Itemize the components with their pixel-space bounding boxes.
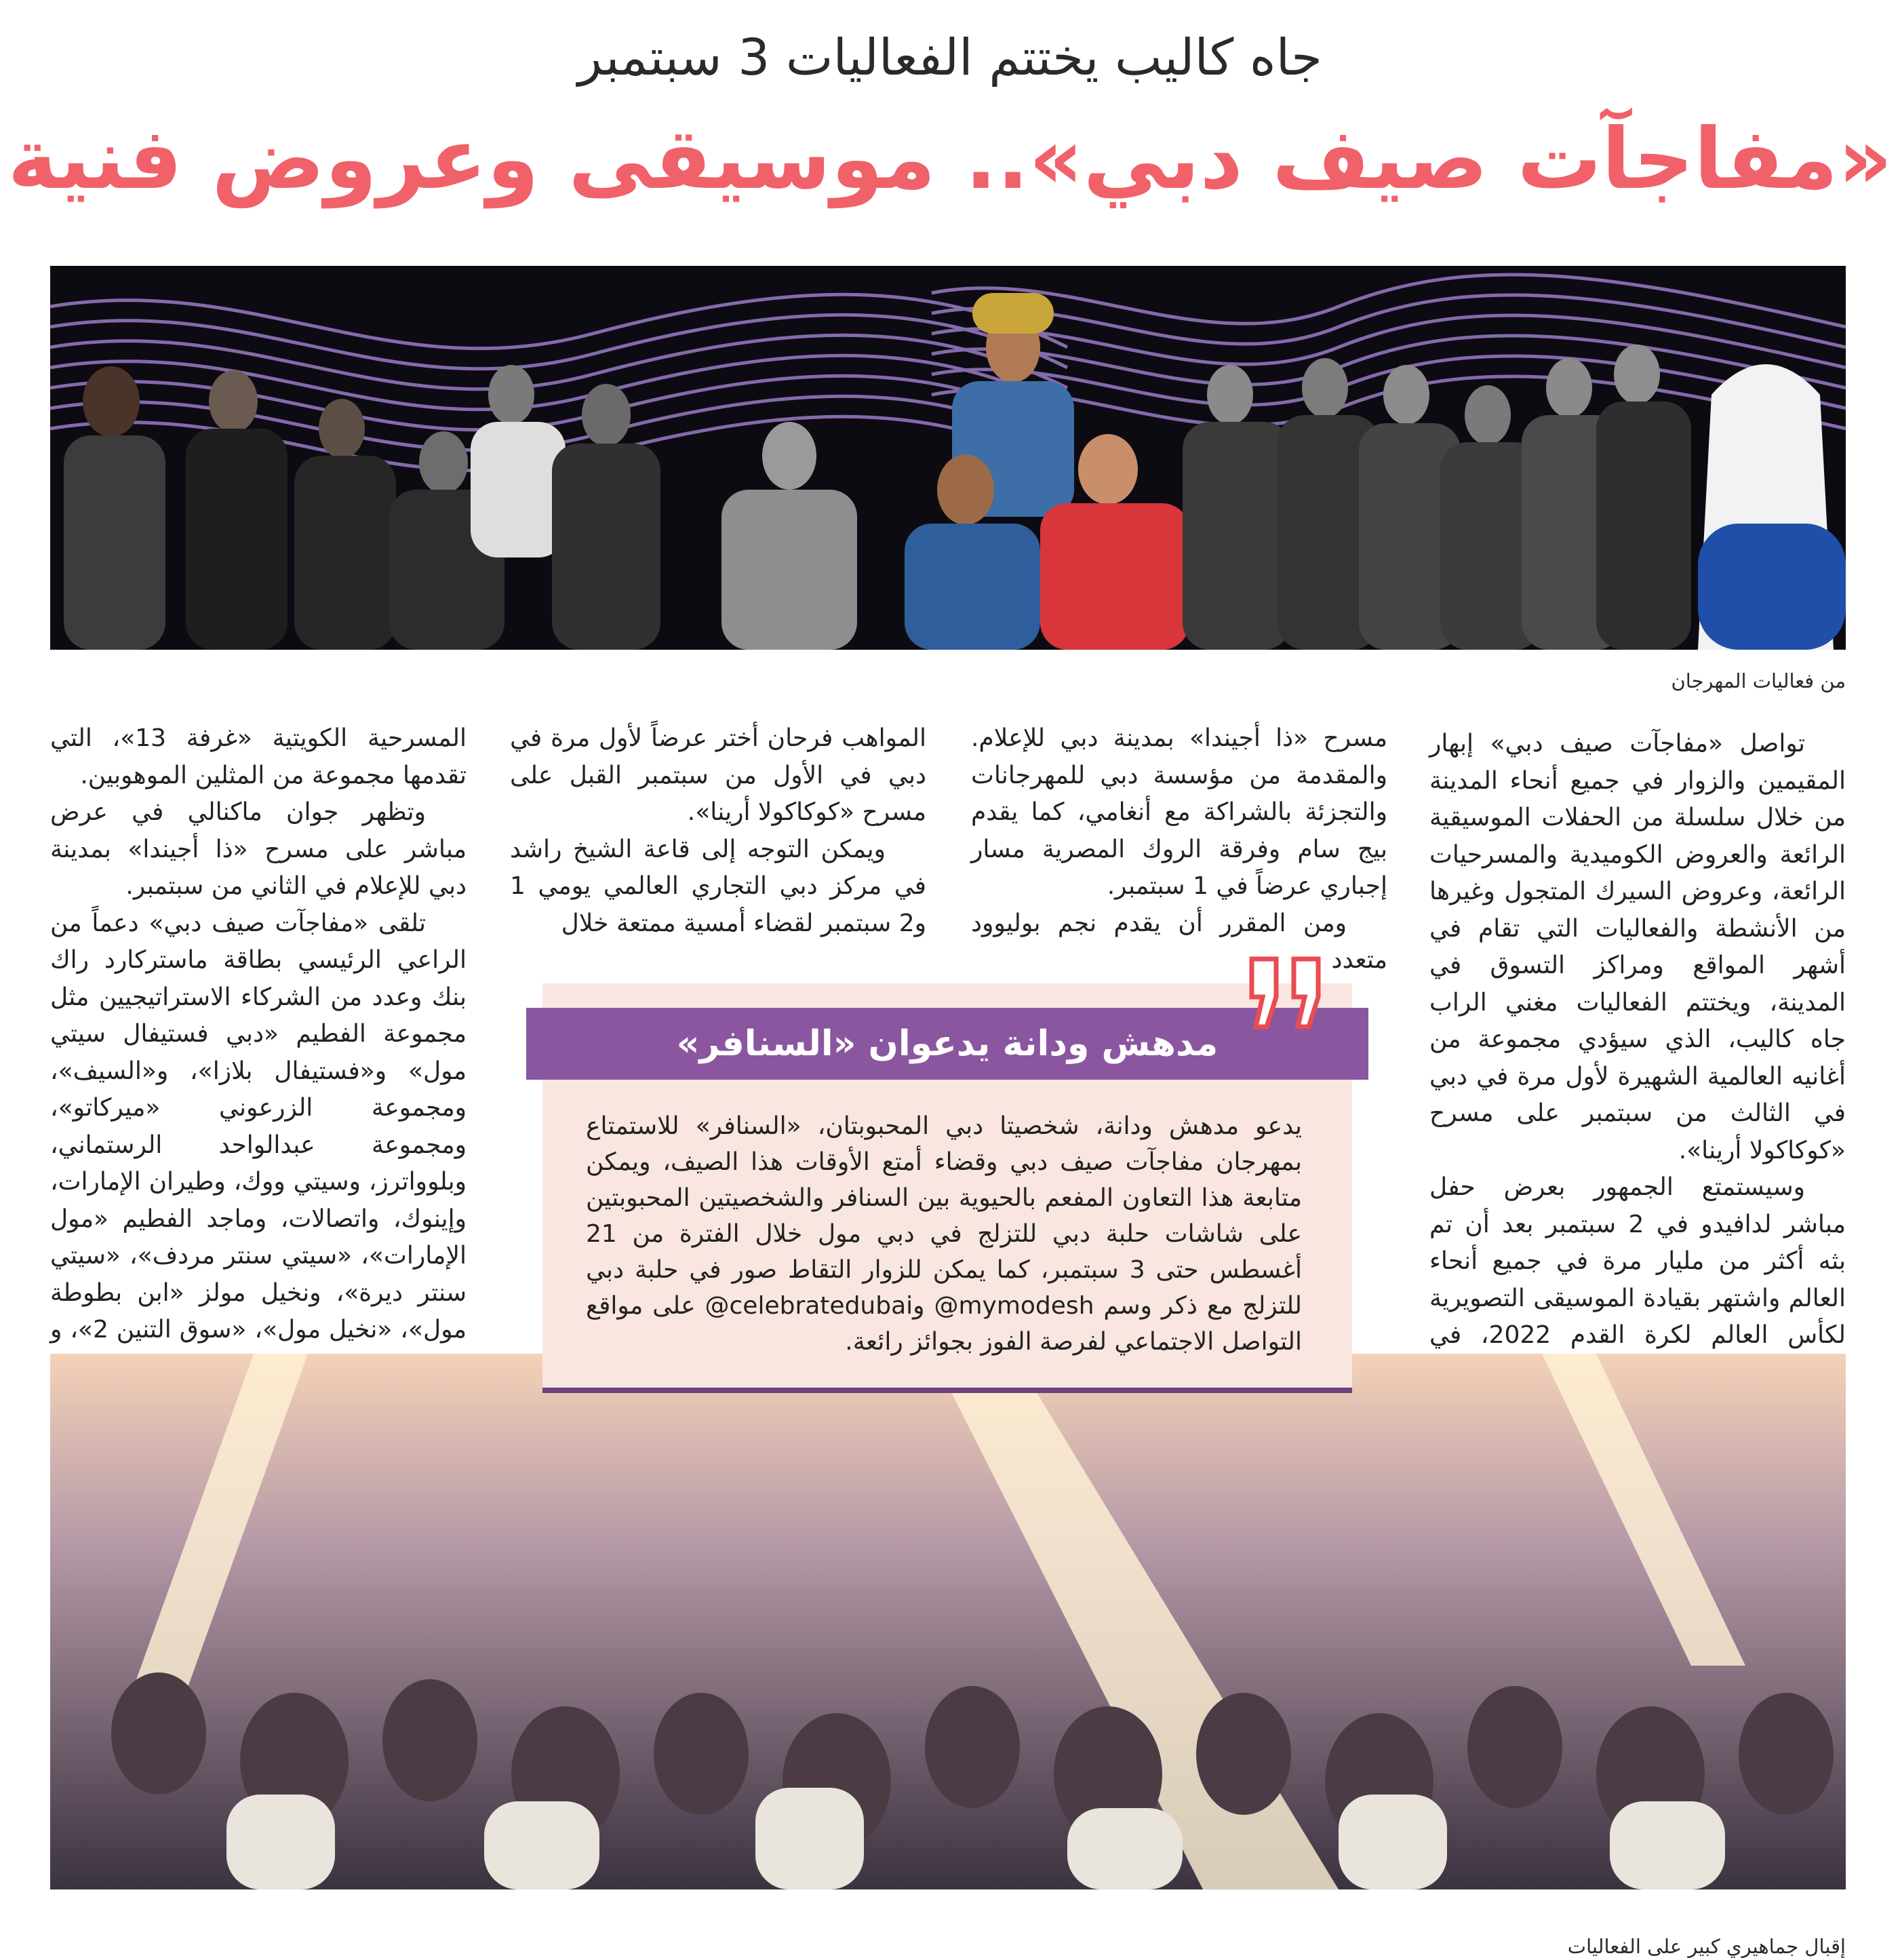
performers-photo [50,266,1846,650]
article-column-4 [50,720,467,1423]
column-paragraph: مسرح «ذا أجيندا» بمدينة دبي للإعلام. والمقدمة من مؤسسة دبي للمهرجانات والتجزئة بالشراكة مع أنغامي، كما يقدم بيج سام وفرقة الروك المصرية مسار إجباري عرضاً في 1 سبتمبر. [971,724,1387,900]
column-paragraph: وتظهر جوان ماكنالي في عرض مباشر على مسرح «ذا أجيندا» بمدينة دبي للإعلام في الثاني من سبتمبر. [50,798,467,900]
column-paragraph: المسرحية الكويتية «غرفة 13»، التي تقدمها مجموعة من المثلين الموهوبين. [50,724,467,789]
article-column-3 [510,720,926,942]
bottom-photo-caption: إقبال جماهيري كبير على الفعاليات [1567,1935,1846,1958]
column-paragraph: ويمكن التوجه إلى قاعة الشيخ راشد في مركز دبي التجاري العالمي يومي 1 و2 سبتمبر لقضاء أمسية ممتعة خلال [510,835,926,937]
top-photo-caption: من فعاليات المهرجان [1671,669,1846,692]
article-column-2 [971,720,1387,979]
column-paragraph: تواصل «مفاجآت صيف دبي» إبهار المقيمين والزوار في جميع أنحاء المدينة من خلال سلسلة من الحفلات الموسيقية الرائعة والعروض الكوميدية والمسرحيات الرائعة، وعروض السيرك المتجول وغيرها من الأنشطة والفعاليات التي تقام في أشهر المواقع ومراكز التسوق في المدينة، ويختتم الفعاليات مغني الراب جاه كاليب، الذي سيؤدي مجموعة من أغانيه العالمية الشهيرة لأول مرة في دبي في الثالث من سبتمبر على مسرح «كوكاكولا أرينا». [1429,730,1846,1164]
performers-illustration [50,266,1846,650]
column-paragraph: تلقى «مفاجآت صيف دبي» دعماً من الراعي الرئيسي بطاقة ماستركارد راك بنك وعدد من الشركاء الاستراتيجيين مثل مجموعة الفطيم «دبي فستيفال سيتي مول» و«فستيفال بلازا»، و«السيف»، ومجموعة الزرعوني «ميركاتو»، ومجموعة عبدالواحد الرستماني، وبلوواترز، وسيتي ووك، وطيران الإمارات، وإينوك، واتصالات، وماجد الفطيم «مول الإمارات»، «سيتي سنتر مردف»، «سيتي سنتر ديرة»، ونخيل مولز «ابن بطوطة مول»، «نخيل مول»، «سوق التنين 2»، و [50,909,467,1344]
crowd-illustration [50,1354,1846,1889]
kicker-headline: جاه كاليب يختتم الفعاليات 3 سبتمبر [578,28,1322,87]
crowd-photo [50,1354,1846,1889]
main-headline: «مفاجآت صيف دبي».. موسيقى وعروض فنية [7,111,1893,208]
quote-mark-icon [1246,956,1328,1031]
column-paragraph: ومن المقرر أن يقدم نجم بوليوود متعدد [971,909,1387,974]
sidebar-box-title: مدهش ودانة يدعوان «السنافر» [526,1008,1368,1080]
column-paragraph: وسيستمتع الجمهور بعرض حفل مباشر لدافيدو في 2 سبتمبر بعد أن تم بثه أكثر من مليار مرة في جميع أنحاء العالم واشتهر بقيادة الموسيقى التصويرية لكأس العالم لكرة القدم 2022، في [1429,1173,1846,1349]
sidebar-box-body: يدعو مدهش ودانة، شخصيتا دبي المحبوبتان، «السنافر» للاستمتاع بمهرجان مفاجآت صيف دبي وقضاء أمتع الأوقات هذا الصيف، ويمكن متابعة هذا التعاون المفعم بالحيوية بين السنافر والشخصيتين المحبوبتين على شاشات حلبة دبي للتزلج في دبي مول خلال الفترة من 21 أغسطس حتى 3 سبتمبر، كما يمكن للزوار التقاط صور في حلبة دبي للتزلج مع ذكر وسم mymodesh@ وcelebratedubai@ على مواقع التواصل الاجتماعي لفرصة الفوز بجوائز رائعة. [586,1112,1303,1356]
column-paragraph: المواهب فرحان أختر عرضاً لأول مرة في دبي في الأول من سبتمبر القبل على مسرح «كوكاكولا أرينا». [510,724,926,826]
